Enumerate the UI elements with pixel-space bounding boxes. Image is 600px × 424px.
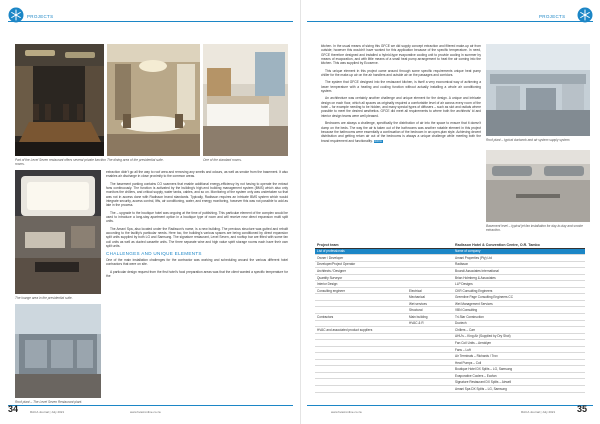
caption-roof-ductwork: Roof plant – typical ductwork and air system supply system. [486, 138, 571, 142]
table-cell: Fans – Luft [453, 346, 585, 353]
right-paragraph [321, 121, 481, 144]
header-rule [307, 21, 593, 22]
restaurant-photo [15, 44, 104, 156]
table-cell [407, 386, 453, 393]
right-paragraph: This unique element in this project came around through some specific requirements unique heat pump chiller for the make-up air on the air handlers and outside air on the passages and corridors. [321, 68, 481, 78]
table-cell: Architects / Designer [315, 268, 407, 275]
table-cell: Signature Restaurant DX Splits – Airwell [453, 379, 585, 386]
left-paragraph: One of the main installation challenges for the contractor was working and scheduling around the various different hotel contractors that were on site. [106, 257, 288, 267]
left-paragraph: The – upgrade to the boutique hotel was ongoing at the time of publishing. This particular element of the complex would be used to introduce a long-stay apartment option in a boutique type of room and will receive new direct expansion multi split units. [106, 210, 288, 224]
table-cell: Contractors [315, 314, 407, 321]
caption-dining-area: The dining area of the presidential suite. [107, 158, 164, 162]
standard-room-photo [203, 44, 288, 156]
right-paragraph: An architecture was certainly another challenge and unique element for the design. A unique and intricate design on each floor, which all spaces as originally required a comfortable level of air across every room of the hotel – for example needing to be hidden, and many special types of diffusers – such as slot and radials where possible to meet the desired aesthetics. GFCE did meet all requirements to where both the architects' id and interior design teams were well pleased. [321, 96, 481, 118]
basement-photo [486, 150, 590, 222]
table-cell: Evaporative Coolers – Ecofan [453, 372, 585, 379]
lounge-photo [15, 170, 101, 294]
roof-plant-photo [15, 304, 101, 398]
dining-area-photo [107, 44, 200, 156]
caption-roof-plant: Roof plant – The Level Seven Restaurant plant. [15, 400, 83, 404]
section-tag: PROJECTS [27, 14, 54, 19]
table-cell [315, 386, 407, 393]
right-body-column [321, 44, 481, 147]
table-cell: Wet services [407, 300, 453, 307]
end-badge: RACA [374, 139, 382, 143]
table-cell: HVAC and associated product suppliers [315, 327, 407, 334]
table-cell: Fan Coil Units – Aeroklym [453, 340, 585, 347]
website-link[interactable]: www.hvacronline.co.za [331, 410, 362, 414]
caption-standard-room: One of the standard rooms. [203, 158, 242, 162]
table-cell: Quantity Surveyor [315, 274, 407, 281]
roof-ductwork-photo [486, 44, 590, 136]
page-number: 35 [577, 404, 588, 414]
table-cell: Boutique Hotel DX Splits – LG, Samsung [453, 366, 585, 373]
right-paragraph: kitchen. In the usual means of sizing this GFCE we did supply concept extraction and filtered make-up air from outside; however this wouldn't have worked for this application because of the specific temperature. In need, GFCE therefore designed and installed a hybrid-type evaporative cooling unit to provide cooling in summer by means of evaporation, and with little means of a small heat pump arrangement to heat the air coming into the kitchen. This was supplied by Ecoserve. [321, 44, 481, 66]
table-cell: Greenline Page Consulting Engineers CC [453, 294, 585, 301]
table-cell: HVAC & R [407, 320, 453, 327]
table-cell: Mechanical [407, 294, 453, 301]
table-cell: LLP Designs [453, 281, 585, 288]
right-paragraph: The system that GFCE designed into the restaurant kitchen, is itself a very economical way of achieving a lower temperature with a heating and cooling function without actually installing a whole air conditioning system. [321, 80, 481, 94]
table-cell: Consulting engineer [315, 287, 407, 294]
header-rule [8, 21, 293, 22]
table-cell: Electrical [407, 287, 453, 294]
right-page [300, 0, 600, 424]
section-tag: PROJECTS [539, 14, 566, 19]
table-cell: Structural [407, 307, 453, 314]
caption-basement: Basement level – typical jet fan installation for day-to-day and smoke extraction. [486, 224, 583, 232]
left-paragraph: A particular design request from the first hotel's food preparation areas was that the client wanted a specific temperature for the [106, 269, 288, 278]
table-cell: Owner / Developer [315, 255, 407, 262]
table-cell: Amani Properties (Pty) Ltd [453, 255, 585, 262]
table-cell: CKR Consulting Engineers [453, 287, 585, 294]
table-cell: Radisson [453, 261, 585, 268]
table-cell: Chillers – Carr [453, 327, 585, 334]
publication-name: RACA Journal | July 2021 [521, 410, 556, 414]
publication-name: RACA Journal | July 2021 [30, 410, 65, 414]
table-cell: Ductech [453, 320, 585, 327]
website-link[interactable]: www.hvacronline.co.za [130, 410, 161, 414]
page-number: 34 [8, 404, 19, 414]
footer-rule [8, 405, 293, 406]
table-cell: Wet Management Services [453, 300, 585, 307]
table-cell: Heat Pumps – Coil [453, 359, 585, 366]
caption-lounge: The lounge area in the presidential suite. [15, 296, 73, 300]
table-cell: Boundi Associates International [453, 268, 585, 275]
left-body-column [106, 170, 288, 281]
table-cell: Developer/Project Operator [315, 261, 407, 268]
table-cell: Main building [407, 314, 453, 321]
table-cell: Amani Spa DX Splits – LG, Samsung [453, 386, 585, 393]
section-heading: CHALLENGES AND UNIQUE ELEMENTS [106, 250, 202, 256]
left-paragraph: The basement parking contains CO scanners that enable additional energy-efficiency by not having to operate the extract fans continuously. The function is activated by the building's high-end building management system (BMS) which also only monitors the chillers, and critical supply, water tanks, cables, and so on. Monitoring of the system only was undertaken so that was not in access done with Radisson brand standards. Typically, Radisson requires an intricate BMS system which would integrate security, access control, lifts, air conditioning, water, and energy monitoring, however this was not possible to add as late in the process. [106, 181, 288, 208]
table-cell: VBN Consulting [453, 307, 585, 314]
table-subheader-cell: List of professionals [315, 248, 407, 255]
table-cell: Air Terminals – Richards / Trox [453, 353, 585, 360]
right-paragraph-text: Bedrooms are always a challenge, specifically the distribution of air into the space to ensure that it doesn't dump on the beds. The way the air is taken out of the bathrooms was another notable element in this project because the bathrooms were essentially a continuation of the bedroom in an open-plan style. Achieving decent distribution and getting return air out of the bedrooms is always a unique challenge while meeting both the brand requirement and functionality. [321, 121, 481, 143]
table-cell: Brian Holmberg & Associates [453, 274, 585, 281]
table-header-cell: Radisson Hotel & Convention Centre, O.R. Tambo [453, 242, 585, 248]
caption-restaurant: Part of the Level Seven restaurant offers several private function rooms. [15, 158, 106, 166]
left-paragraph: The Amani Spa, also located under the Radisson's name, is a new building. The previous structure was gutted and rebuilt according to the facility's particular needs. Here too, the building's various spaces are being conditioned by direct expansion split units supplied by both LG and Samsung. The signature restaurant, Level Seven, and rooftop bar are fitted with some fan coil units as well as ducted cassette units. The three separate wine and high value spirit storage rooms each have their own split units. [106, 226, 288, 249]
table-subheader-cell: Name of company [453, 248, 585, 255]
table-row [315, 386, 585, 393]
table-header-cell: Project team [315, 242, 407, 248]
table-cell: AHU's – King Air (Supplied by Dry Shot) [453, 333, 585, 340]
project-team-table [315, 242, 585, 393]
table-cell: Tri-Star Construction [453, 314, 585, 321]
table-cell: Interior Design [315, 281, 407, 288]
left-paragraph: extraction didn't go all the way to roof area and removing any smells and odours, as well as smoke from the basement. It also enables air discharge in close proximity to the common areas. [106, 170, 288, 179]
footer-rule [307, 405, 593, 406]
